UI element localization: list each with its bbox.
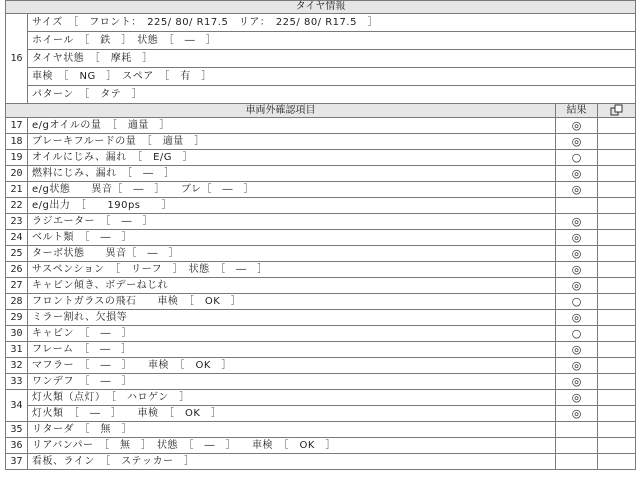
exterior-header-row — [6, 104, 636, 118]
inspection-table-body — [6, 1, 636, 470]
blank-cell — [598, 134, 636, 150]
row-number: 26 — [6, 262, 28, 278]
tire-info-row — [6, 68, 636, 86]
item-description: 灯火類 ［ ― ］ 車検 ［ OK ］ — [28, 406, 556, 422]
item-description: ミラー割れ、欠損等 — [28, 310, 556, 326]
tire-section-title: タイヤ情報 — [6, 1, 636, 14]
item-description: 灯火類（点灯） ［ ハロゲン ］ — [28, 390, 556, 406]
result-mark: ○ — [556, 326, 598, 342]
row-number: 16 — [6, 14, 28, 104]
item-description: リアバンパー ［ 無 ］ 状態 ［ ― ］ 車検 ［ OK ］ — [28, 438, 556, 454]
blank-cell — [598, 310, 636, 326]
inspection-row — [6, 166, 636, 182]
row-number: 19 — [6, 150, 28, 166]
result-mark: ○ — [556, 294, 598, 310]
tire-info-line: パターン ［ タテ ］ — [28, 86, 636, 104]
blank-cell — [598, 230, 636, 246]
inspection-row — [6, 182, 636, 198]
inspection-row — [6, 262, 636, 278]
blank-cell — [598, 326, 636, 342]
tire-info-line: 車検 ［ NG ］ スペア ［ 有 ］ — [28, 68, 636, 86]
item-description: オイルにじみ、漏れ ［ E/G ］ — [28, 150, 556, 166]
result-mark — [556, 422, 598, 438]
row-number: 36 — [6, 438, 28, 454]
inspection-row — [6, 406, 636, 422]
item-description: ブレーキフルードの量 ［ 適量 ］ — [28, 134, 556, 150]
blank-cell — [598, 182, 636, 198]
result-mark: ◎ — [556, 374, 598, 390]
row-number: 30 — [6, 326, 28, 342]
inspection-row — [6, 342, 636, 358]
blank-cell — [598, 166, 636, 182]
exterior-section-title: 車両外確認項目 — [6, 104, 556, 118]
item-description: リターダ ［ 無 ］ — [28, 422, 556, 438]
item-description: e/gオイルの量 ［ 適量 ］ — [28, 118, 556, 134]
blank-cell — [598, 358, 636, 374]
item-description: 燃料にじみ、漏れ ［ ― ］ — [28, 166, 556, 182]
result-mark: ◎ — [556, 182, 598, 198]
item-description: キャビン ［ ― ］ — [28, 326, 556, 342]
blank-cell — [598, 198, 636, 214]
item-description: e/g出力 ［ 190ps ］ — [28, 198, 556, 214]
inspection-row — [6, 326, 636, 342]
row-number: 24 — [6, 230, 28, 246]
row-number: 18 — [6, 134, 28, 150]
inspection-row — [6, 310, 636, 326]
tire-info-row — [6, 86, 636, 104]
row-number: 33 — [6, 374, 28, 390]
result-mark — [556, 438, 598, 454]
row-number: 31 — [6, 342, 28, 358]
blank-cell — [598, 342, 636, 358]
result-mark: ◎ — [556, 230, 598, 246]
row-number: 22 — [6, 198, 28, 214]
item-description: ワンデフ ［ ― ］ — [28, 374, 556, 390]
inspection-row — [6, 150, 636, 166]
inspection-row — [6, 198, 636, 214]
inspection-row — [6, 390, 636, 406]
blank-cell — [598, 214, 636, 230]
result-mark: ◎ — [556, 278, 598, 294]
result-mark — [556, 454, 598, 470]
item-description: キャビン傾き、ボデーねじれ — [28, 278, 556, 294]
row-number: 25 — [6, 246, 28, 262]
copy-icon[interactable] — [610, 104, 624, 116]
row-number: 34 — [6, 390, 28, 422]
blank-cell — [598, 150, 636, 166]
item-description: 看板、ライン ［ ステッカー ］ — [28, 454, 556, 470]
blank-cell — [598, 246, 636, 262]
inspection-row — [6, 438, 636, 454]
item-description: マフラー ［ ― ］ 車検 ［ OK ］ — [28, 358, 556, 374]
inspection-row — [6, 374, 636, 390]
tire-info-row — [6, 50, 636, 68]
item-description: ラジエーター ［ ― ］ — [28, 214, 556, 230]
blank-cell — [598, 390, 636, 406]
blank-cell — [598, 262, 636, 278]
result-mark — [556, 198, 598, 214]
inspection-row — [6, 422, 636, 438]
row-number: 28 — [6, 294, 28, 310]
result-mark: ◎ — [556, 166, 598, 182]
result-mark: ◎ — [556, 310, 598, 326]
result-mark: ◎ — [556, 246, 598, 262]
row-number: 27 — [6, 278, 28, 294]
result-mark: ◎ — [556, 342, 598, 358]
result-mark: ◎ — [556, 262, 598, 278]
result-mark: ◎ — [556, 406, 598, 422]
tire-info-line: サイズ ［ フロント： 225/ 80/ R17.5 リア： 225/ 80/ R17.5 ］ — [28, 14, 636, 32]
inspection-row — [6, 214, 636, 230]
blank-cell — [598, 422, 636, 438]
row-number: 20 — [6, 166, 28, 182]
blank-cell — [598, 278, 636, 294]
inspection-row — [6, 230, 636, 246]
blank-cell — [598, 118, 636, 134]
result-mark: ◎ — [556, 134, 598, 150]
row-number: 23 — [6, 214, 28, 230]
item-description: サスペンション ［ リーフ ］ 状態 ［ ― ］ — [28, 262, 556, 278]
row-number: 17 — [6, 118, 28, 134]
row-number: 37 — [6, 454, 28, 470]
result-mark: ◎ — [556, 390, 598, 406]
row-number: 35 — [6, 422, 28, 438]
inspection-row — [6, 246, 636, 262]
inspection-row — [6, 278, 636, 294]
item-description: ベルト類 ［ ― ］ — [28, 230, 556, 246]
item-description: e/g状態 異音［ ― ］ ブレ［ ― ］ — [28, 182, 556, 198]
tire-info-row — [6, 14, 636, 32]
blank-cell — [598, 374, 636, 390]
tire-info-line: タイヤ状態 ［ 摩耗 ］ — [28, 50, 636, 68]
result-mark: ○ — [556, 150, 598, 166]
row-number: 29 — [6, 310, 28, 326]
inspection-row — [6, 118, 636, 134]
result-mark: ◎ — [556, 358, 598, 374]
copy-icon-cell — [598, 104, 636, 118]
blank-cell — [598, 454, 636, 470]
inspection-sheet — [5, 0, 635, 480]
inspection-row — [6, 358, 636, 374]
result-column-header: 結果 — [556, 104, 598, 118]
blank-cell — [598, 406, 636, 422]
result-mark: ◎ — [556, 214, 598, 230]
blank-cell — [598, 294, 636, 310]
tire-info-line: ホイール ［ 鉄 ］ 状態 ［ ― ］ — [28, 32, 636, 50]
inspection-row — [6, 294, 636, 310]
inspection-table — [5, 0, 636, 470]
item-description: フロントガラスの飛石 車検 ［ OK ］ — [28, 294, 556, 310]
inspection-row — [6, 134, 636, 150]
tire-info-row — [6, 32, 636, 50]
inspection-row — [6, 454, 636, 470]
result-mark: ◎ — [556, 118, 598, 134]
row-number: 21 — [6, 182, 28, 198]
item-description: ターボ状態 異音［ ― ］ — [28, 246, 556, 262]
blank-cell — [598, 438, 636, 454]
item-description: フレーム ［ ― ］ — [28, 342, 556, 358]
row-number: 32 — [6, 358, 28, 374]
